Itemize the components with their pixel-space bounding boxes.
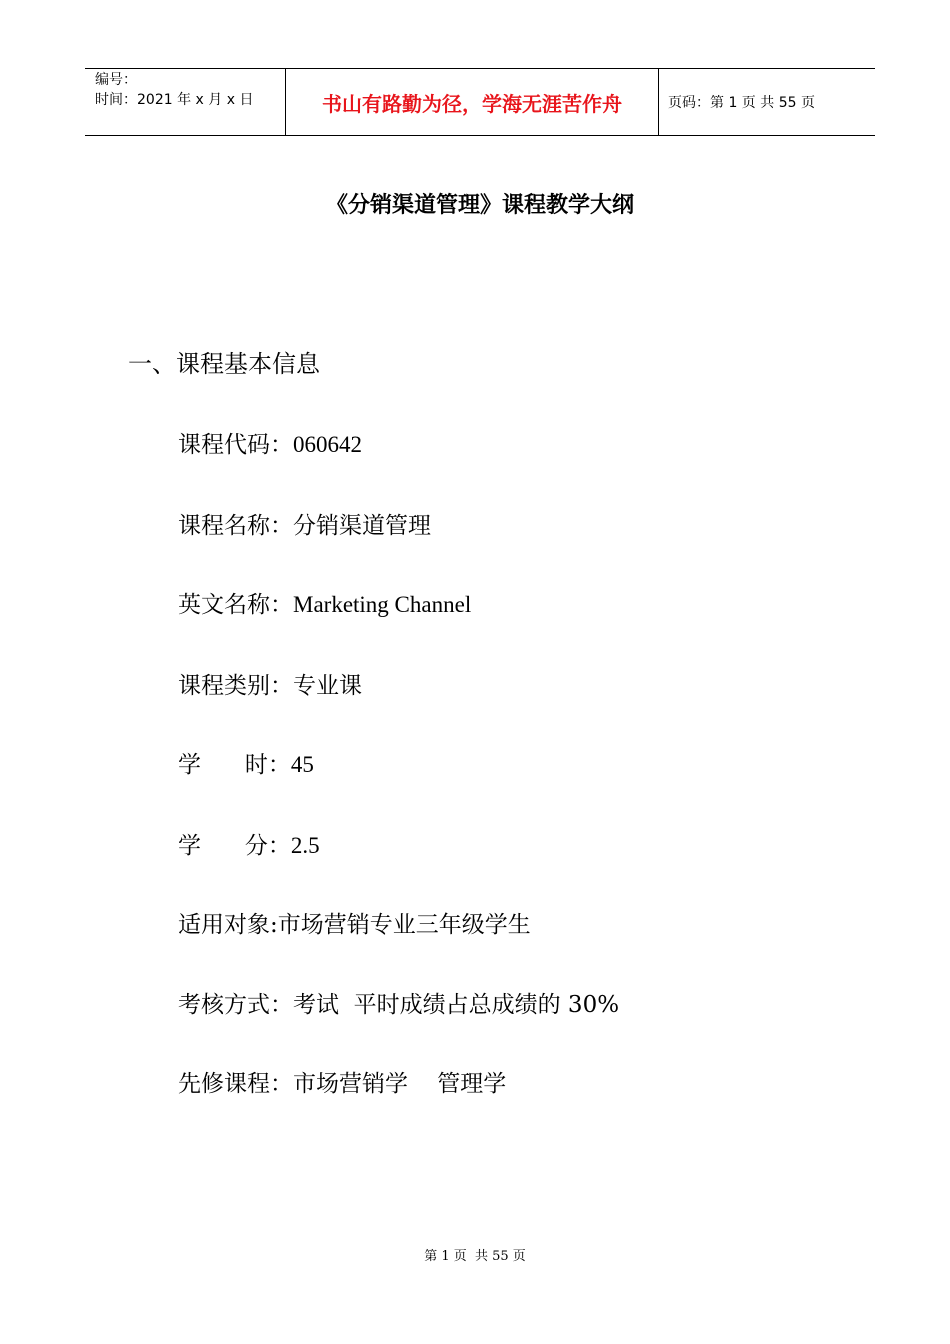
info-value: Marketing Channel [293,592,472,617]
info-label: 课程名称： [178,513,293,539]
info-course-code [178,426,362,459]
page-footer: 第 1 页 共 55 页 [424,1249,526,1264]
info-value: 分销渠道管理 [293,513,431,539]
section-heading-basic-info: 一、课程基本信息 [128,350,320,378]
info-course-category [178,667,362,700]
info-label: 先修课程： [178,1071,293,1097]
info-value: 考试 平时成绩占总成绩的 30% [293,992,620,1018]
info-label: 课程代码： [178,432,293,458]
info-value: 专业课 [293,673,362,699]
info-prerequisites [178,1065,506,1098]
info-audience [178,906,531,939]
info-hours [178,746,314,779]
info-label: 考核方式： [178,992,293,1018]
info-credits [178,827,320,860]
info-value: 2.5 [290,833,320,858]
document-title: 《分销渠道管理》课程教学大纲 [325,193,634,218]
page-header [85,68,875,136]
info-value: 市场营销学 管理学 [293,1071,507,1097]
info-value: 45 [290,752,314,777]
info-label: 英文名称： [178,592,293,618]
header-motto-cell [285,69,659,135]
info-english-name [178,586,471,619]
motto-text: 书山有路勤为径，学海无涯苦作舟 [322,91,622,116]
info-label: 学 分： [178,833,291,859]
date-line: 时间：2021 年 x 月 x 日 [95,92,254,108]
info-label: 学 时： [178,752,291,778]
header-page-cell [659,69,875,135]
info-label: 课程类别： [178,673,293,699]
info-label: 适用对象: [178,912,278,938]
info-value: 060642 [293,432,362,457]
serial-label: 编号： [95,72,137,88]
header-meta-cell [85,69,285,135]
info-assessment [178,986,619,1019]
header-page-info: 页码：第 1 页 共 55 页 [668,95,815,111]
info-value: 市场营销专业三年级学生 [277,912,531,938]
info-course-name [178,507,431,540]
